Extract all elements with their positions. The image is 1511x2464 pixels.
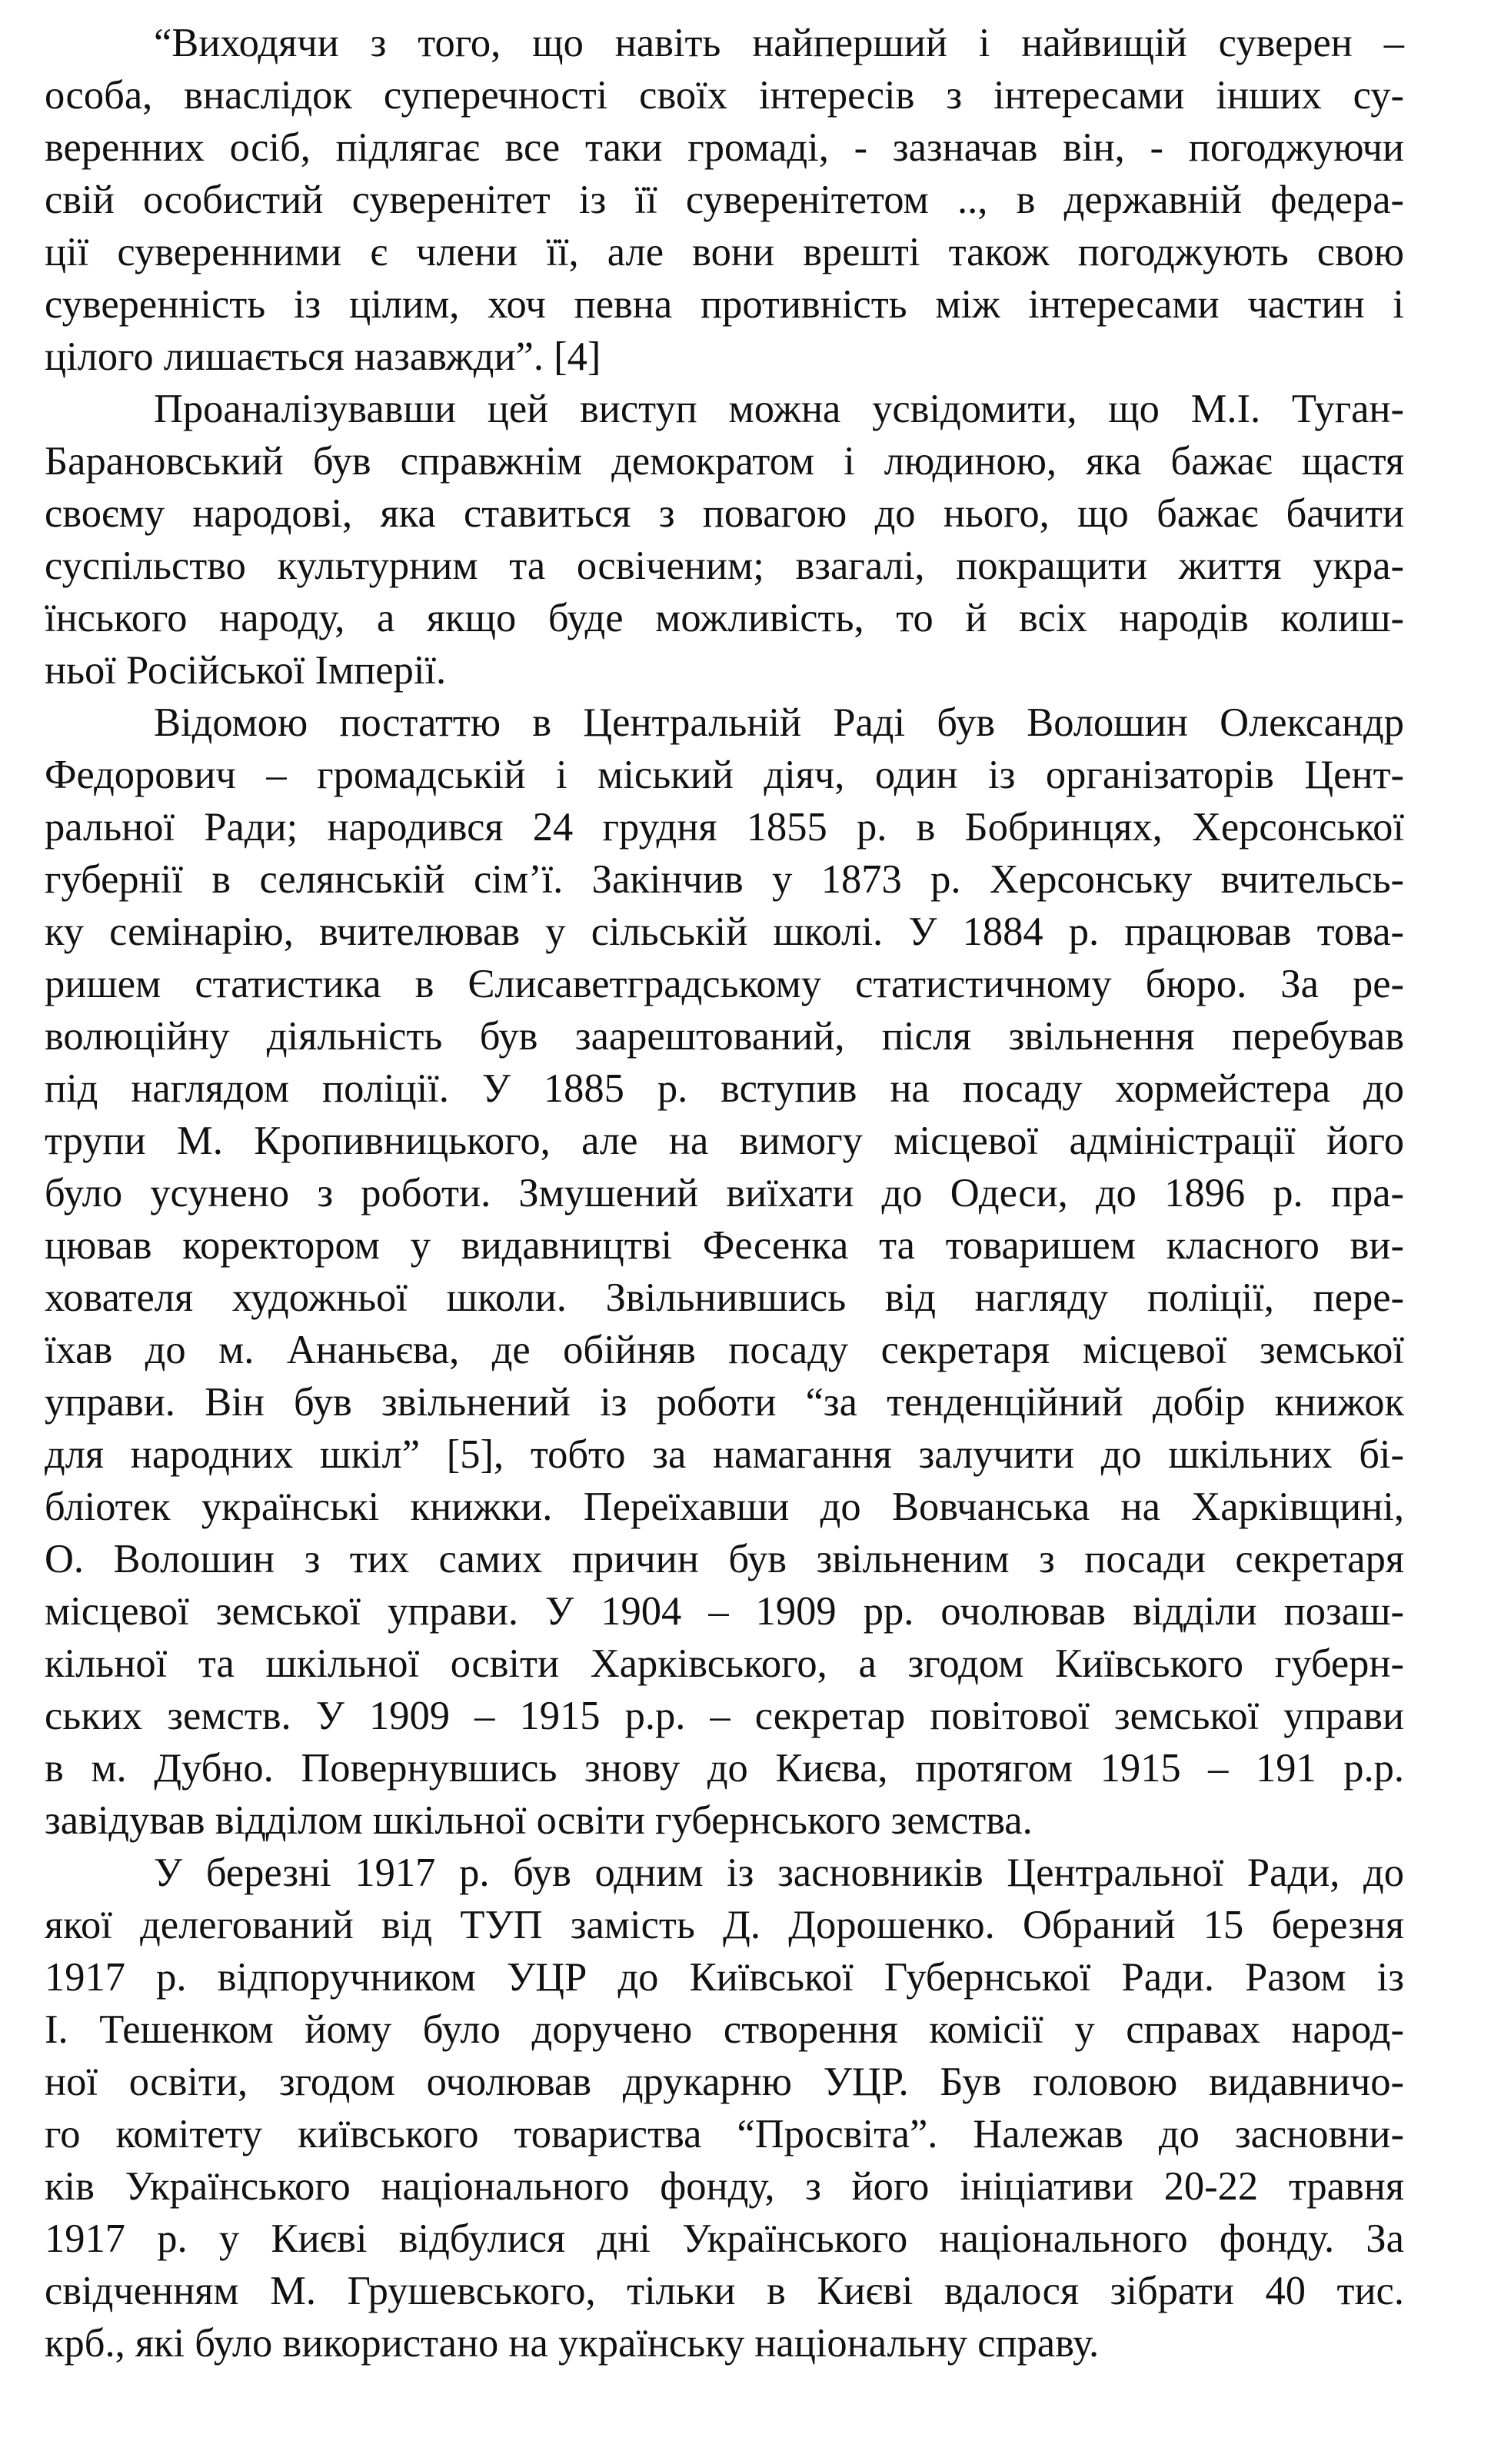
text-line: місцевої земської управи. У 1904 – 1909 рр. очолював відділи позаш-	[45, 1589, 1404, 1634]
text-line: цілого лишається назавжди”. [4]	[45, 334, 601, 379]
paragraph-quote	[45, 17, 1404, 383]
text-line: 1917 р. відпоручником УЦР до Київської Губернської Ради. Разом із	[45, 1955, 1404, 2000]
text-line: губернії в селянській сім’ї. Закінчив у 1873 р. Херсонську вчительсь-	[45, 857, 1404, 902]
text-line: їхав до м. Ананьєва, де обійняв посаду секретаря місцевої земської	[45, 1328, 1404, 1372]
text-line: трупи М. Кропивницького, але на вимогу місцевої адміністрації його	[45, 1119, 1404, 1163]
text-line: О. Волошин з тих самих причин був звільненим з посади секретаря	[45, 1537, 1404, 1581]
text-line: для народних шкіл” [5], тобто за намагання залучити до шкільних бі-	[45, 1432, 1404, 1477]
text-line: ришем статистика в Єлисаветградському статистичному бюро. За ре-	[45, 962, 1404, 1006]
text-line: веренних осіб, підлягає все таки громаді, - зазначав він, - погоджуючи	[45, 125, 1404, 170]
text-line: І. Тешенком йому було доручено створення комісії у справах народ-	[45, 2007, 1404, 2052]
text-line: ральної Ради; народився 24 грудня 1855 р. в Бобринцях, Херсонської	[45, 805, 1404, 850]
text-line: ньої Російської Імперії.	[45, 648, 447, 693]
text-line: управи. Він був звільнений із роботи “за тенденційний добір книжок	[45, 1380, 1404, 1425]
text-line: завідував відділом шкільної освіти губернського земства.	[45, 1798, 1033, 1843]
text-line: Проаналізувавши цей виступ можна усвідомити, що М.І. Туган-	[154, 387, 1404, 431]
text-line: ку семінарію, вчителював у сільській школі. У 1884 р. працював това-	[45, 909, 1404, 954]
document-page	[45, 17, 1404, 2369]
text-line: свідченням М. Грушевського, тільки в Києві вдалося зібрати 40 тис.	[45, 2269, 1404, 2313]
text-line: 1917 р. у Києві відбулися дні Українського національного фонду. За	[45, 2216, 1404, 2261]
text-line: під наглядом поліції. У 1885 р. вступив на посаду хормейстера до	[45, 1066, 1404, 1111]
text-line: особа, внаслідок суперечності своїх інтересів з інтересами інших су-	[45, 73, 1404, 118]
text-line: ських земств. У 1909 – 1915 р.р. – секретар повітової земської управи	[45, 1694, 1404, 1738]
paragraph-voloshyn-biography	[45, 697, 1404, 1847]
text-line: Федорович – громадській і міський діяч, один із організаторів Цент-	[45, 753, 1404, 797]
text-line: суверенність із цілим, хоч певна противність між інтересами частин і	[45, 282, 1404, 327]
text-line: крб., які було використано на українську національну справу.	[45, 2321, 1100, 2366]
text-line: своєму народові, яка ставиться з повагою до нього, що бажає бачити	[45, 491, 1404, 536]
text-line: Барановський був справжнім демократом і людиною, яка бажає щастя	[45, 439, 1404, 484]
text-line: їнського народу, а якщо буде можливість, то й всіх народів колиш-	[45, 596, 1404, 640]
text-line: було усунено з роботи. Змушений виїхати до Одеси, до 1896 р. пра-	[45, 1171, 1404, 1215]
text-line: волюційну діяльність був заарештований, після звільнення перебував	[45, 1014, 1404, 1059]
text-line: го комітету київського товариства “Просвіта”. Належав до засновни-	[45, 2112, 1404, 2156]
paragraph-analysis	[45, 383, 1404, 697]
text-line: кільної та шкільної освіти Харківського, а згодом Київського губерн-	[45, 1641, 1404, 1686]
text-line: У березні 1917 р. був одним із засновників Центральної Ради, до	[154, 1850, 1404, 1895]
text-line: ної освіти, згодом очолював друкарню УЦР. Був головою видавничо-	[45, 2060, 1404, 2104]
text-line: Відомою постаттю в Центральній Раді був Волошин Олександр	[154, 700, 1404, 745]
text-line: ків Українського національного фонду, з його ініціативи 20-22 травня	[45, 2164, 1404, 2209]
text-line: хователя художньої школи. Звільнившись від нагляду поліції, пере-	[45, 1275, 1404, 1320]
text-line: якої делегований від ТУП замість Д. Дорошенко. Обраний 15 березня	[45, 1903, 1404, 1947]
text-line: ції суверенними є члени її, але вони врешті також погоджують свою	[45, 230, 1404, 274]
text-line: цював коректором у видавництві Фесенка та товаришем класного ви-	[45, 1223, 1404, 1268]
text-line: свій особистий суверенітет із її суверенітетом .., в державній федера-	[45, 178, 1404, 222]
text-line: в м. Дубно. Повернувшись знову до Києва, протягом 1915 – 191 р.р.	[45, 1746, 1404, 1791]
text-line: “Виходячи з того, що навіть найперший і найвищій суверен –	[154, 21, 1404, 65]
paragraph-central-rada	[45, 1847, 1404, 2369]
text-line: суспільство культурним та освіченим; взагалі, покращити життя укра-	[45, 544, 1404, 588]
text-line: бліотек українські книжки. Переїхавши до Вовчанська на Харківщині,	[45, 1485, 1404, 1529]
